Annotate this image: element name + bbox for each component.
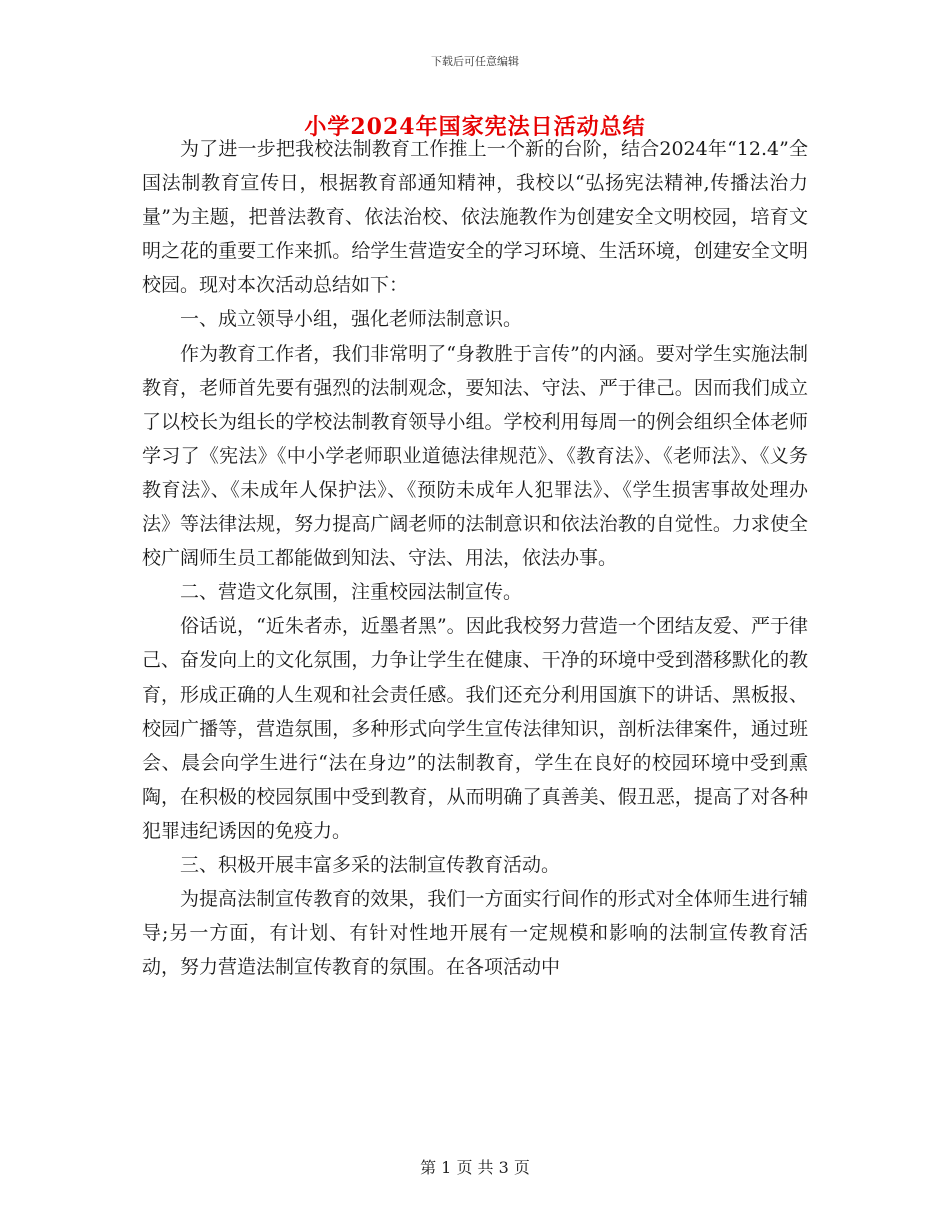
document-body: [142, 132, 808, 984]
paragraph-section-3: 为提高法制宣传教育的效果，我们一方面实行间作的形式对全体师生进行辅导;另一方面，有计划、有针对性地开展有一定规模和影响的法制宣传教育活动，努力营造法制宣传教育的氛围。在各项活动中: [142, 888, 808, 979]
paragraph-section-2: 俗话说，“近朱者赤，近墨者黑”。因此我校努力营造一个团结友爱、严于律己、奋发向上的文化氛围，力争让学生在健康、干净的环境中受到潜移默化的教育，形成正确的人生观和社会责任感。我们还充分利用国旗下的讲话、黑板报、校园广播等，营造氛围，多种形式向学生宣传法律知识，剖析法律案件，通过班会、晨会向学生进行“法在身边”的法制教育，学生在良好的校园环境中受到熏陶，在积极的校园氛围中受到教育，从而明确了真善美、假丑恶，提高了对各种犯罪违纪诱因的免疫力。: [142, 615, 808, 842]
section-heading-3: 三、积极开展丰富多采的法制宣传教育活动。: [180, 853, 561, 876]
section-heading-2: 二、营造文化氛围，注重校园法制宣传。: [180, 581, 523, 604]
page-number-footer: 第 1 页 共 3 页: [420, 1158, 530, 1177]
page-header-note: 下载后可任意编辑: [431, 55, 519, 68]
section-heading-1: 一、成立领导小组，强化老师法制意识。: [180, 308, 523, 331]
document-title: 小学2024年国家宪法日活动总结: [304, 114, 646, 140]
paragraph-intro: 为了进一步把我校法制教育工作推上一个新的台阶，结合2024年“12.4”全国法制教育宣传日，根据教育部通知精神，我校以“弘扬宪法精神,传播法治力量”为主题，把普法教育、依法治校、依法施教作为创建安全文明校园，培育文明之花的重要工作来抓。给学生营造安全的学习环境、生活环境，创建安全文明校园。现对本次活动总结如下：: [142, 138, 808, 297]
paragraph-section-1: 作为教育工作者，我们非常明了“身教胜于言传”的内涵。要对学生实施法制教育，老师首先要有强烈的法制观念，要知法、守法、严于律己。因而我们成立了以校长为组长的学校法制教育领导小组。学校利用每周一的例会组织全体老师学习了《宪法》《中小学老师职业道德法律规范》、《教育法》、《老师法》、《义务教育法》、《未成年人保护法》、《预防未成年人犯罪法》、《学生损害事故处理办法》等法律法规，努力提高广阔老师的法制意识和依法治教的自觉性。力求使全校广阔师生员工都能做到知法、守法、用法，依法办事。: [142, 342, 808, 570]
